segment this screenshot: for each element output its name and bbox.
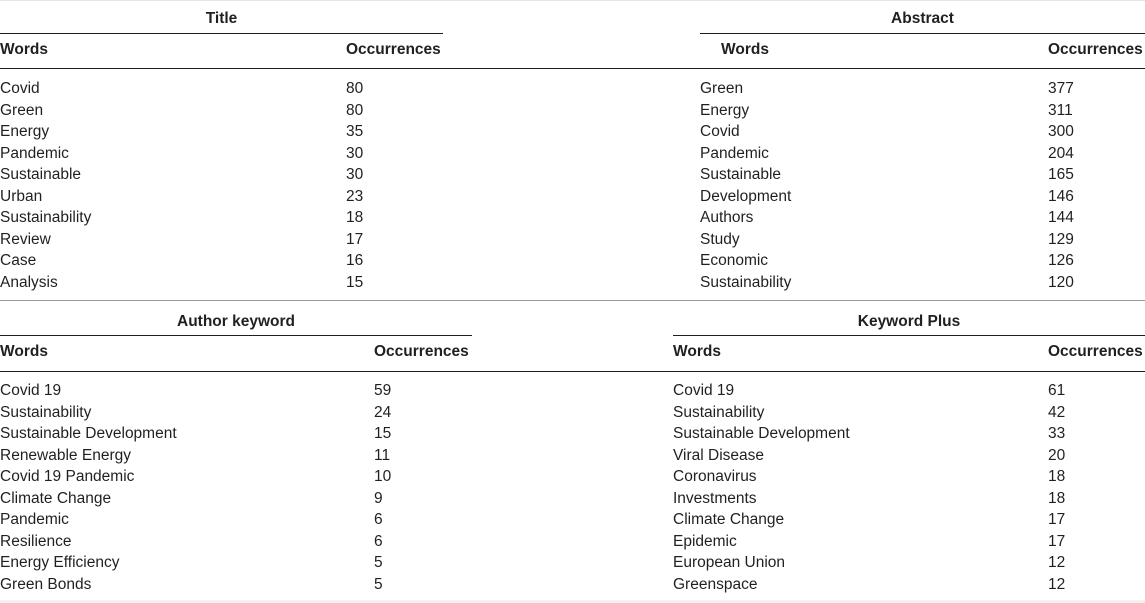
keyword-plus-word-cell: European Union: [673, 554, 786, 571]
abstract-count-cell: 120: [1048, 273, 1074, 291]
title-word-cell: Green: [0, 101, 44, 119]
abstract-word-cell: Covid: [700, 123, 740, 140]
title-word-cell: Urban: [0, 187, 43, 205]
keyword-plus-count-cell: 18: [1048, 468, 1066, 485]
author-keyword-word-cell: Pandemic: [0, 511, 69, 528]
author-keyword-section-heading: Author keyword: [177, 313, 295, 330]
author-keyword-section-rule: [0, 335, 472, 336]
abstract-count-cell: 300: [1048, 123, 1074, 140]
top-rule: [0, 0, 1145, 1]
title-count-cell: 15: [346, 273, 364, 291]
abstract-count-cell: 126: [1048, 252, 1074, 269]
keyword-plus-word-cell: Investments: [673, 489, 757, 507]
author-keyword-count-cell: 9: [374, 489, 383, 507]
title-section-rule: [0, 33, 443, 34]
abstract-word-cell: Study: [700, 230, 740, 248]
author-keyword-word-cell: Resilience: [0, 532, 72, 550]
author-keyword-count-cell: 24: [374, 403, 392, 421]
keyword-plus-occurrences-header: Occurrences: [1048, 343, 1143, 360]
title-word-cell: Review: [0, 230, 51, 248]
author-keyword-count-cell: 59: [374, 382, 392, 399]
author-keyword-word-cell: Covid 19 Pandemic: [0, 468, 135, 485]
title-count-cell: 80: [346, 80, 364, 97]
title-word-cell: Sustainable: [0, 166, 82, 183]
abstract-count-cell: 165: [1048, 166, 1074, 183]
title-count-cell: 16: [346, 252, 364, 269]
title-words-header: Words: [0, 41, 48, 58]
abstract-count-cell: 204: [1048, 144, 1074, 162]
keyword-plus-count-cell: 33: [1048, 425, 1066, 442]
keyword-plus-count-cell: 18: [1048, 489, 1066, 507]
keyword-plus-word-cell: Epidemic: [673, 532, 737, 550]
author-keyword-word-cell: Green Bonds: [0, 575, 92, 593]
abstract-word-cell: Green: [700, 80, 744, 97]
keyword-plus-count-cell: 17: [1048, 511, 1066, 528]
abstract-word-cell: Pandemic: [700, 144, 769, 162]
title-count-cell: 80: [346, 101, 364, 119]
title-occurrences-header: Occurrences: [346, 41, 441, 58]
author-keyword-word-cell: Sustainable Development: [0, 425, 177, 442]
title-count-cell: 30: [346, 144, 364, 162]
keyword-plus-section-heading: Keyword Plus: [857, 313, 961, 330]
keyword-plus-word-cell: Viral Disease: [673, 446, 765, 464]
author-keyword-count-cell: 6: [374, 532, 383, 550]
keyword-plus-word-cell: Sustainable Development: [673, 425, 850, 442]
keyword-plus-count-cell: 17: [1048, 532, 1066, 550]
title-count-cell: 23: [346, 187, 364, 205]
author-keyword-word-cell: Covid 19: [0, 382, 62, 399]
title-word-cell: Energy: [0, 123, 50, 140]
author-keyword-word-cell: Energy Efficiency: [0, 554, 120, 571]
author-keyword-word-cell: Climate Change: [0, 489, 112, 507]
title-count-cell: 35: [346, 123, 364, 140]
author-keyword-count-cell: 6: [374, 511, 383, 528]
title-count-cell: 18: [346, 209, 364, 226]
author-keyword-word-cell: Renewable Energy: [0, 446, 131, 464]
keyword-plus-word-cell: Coronavirus: [673, 468, 757, 485]
abstract-word-cell: Sustainability: [700, 273, 792, 291]
keyword-plus-count-cell: 12: [1048, 554, 1066, 571]
top-header-divider: [0, 68, 1145, 69]
keyword-plus-section-rule: [673, 335, 1145, 336]
title-count-cell: 30: [346, 166, 364, 183]
title-word-cell: Case: [0, 252, 37, 269]
keyword-plus-word-cell: Covid 19: [673, 382, 735, 399]
keyword-plus-word-cell: Climate Change: [673, 511, 785, 528]
author-keyword-count-cell: 5: [374, 554, 383, 571]
author-keyword-count-cell: 15: [374, 425, 392, 442]
keyword-plus-count-cell: 61: [1048, 382, 1066, 399]
abstract-count-cell: 377: [1048, 80, 1074, 97]
abstract-word-cell: Sustainable: [700, 166, 782, 183]
title-word-cell: Analysis: [0, 273, 58, 291]
author-keyword-words-header: Words: [0, 343, 48, 360]
author-keyword-count-cell: 10: [374, 468, 392, 485]
title-count-cell: 17: [346, 230, 364, 248]
keyword-plus-word-cell: Sustainability: [673, 403, 765, 421]
author-keyword-word-cell: Sustainability: [0, 403, 92, 421]
keyword-plus-count-cell: 12: [1048, 575, 1066, 593]
title-word-cell: Covid: [0, 80, 40, 97]
keyword-plus-count-cell: 42: [1048, 403, 1066, 421]
abstract-count-cell: 146: [1048, 187, 1074, 205]
bottom-header-divider: [0, 371, 1145, 372]
author-keyword-count-cell: 5: [374, 575, 383, 593]
keyword-plus-words-header: Words: [673, 343, 721, 360]
abstract-count-cell: 129: [1048, 230, 1074, 248]
title-word-cell: Sustainability: [0, 209, 92, 226]
abstract-word-cell: Authors: [700, 209, 754, 226]
abstract-section-rule: [700, 33, 1145, 34]
abstract-section-heading: Abstract: [891, 10, 954, 27]
abstract-occurrences-header: Occurrences: [1048, 41, 1143, 58]
author-keyword-count-cell: 11: [374, 446, 391, 464]
abstract-count-cell: 144: [1048, 209, 1074, 226]
abstract-words-header: Words: [721, 41, 769, 58]
title-word-cell: Pandemic: [0, 144, 69, 162]
keyword-plus-count-cell: 20: [1048, 446, 1066, 464]
middle-divider: [0, 300, 1145, 301]
title-section-heading: Title: [205, 10, 238, 27]
abstract-word-cell: Economic: [700, 252, 769, 269]
abstract-word-cell: Development: [700, 187, 792, 205]
abstract-word-cell: Energy: [700, 101, 750, 119]
keyword-plus-word-cell: Greenspace: [673, 575, 758, 593]
abstract-count-cell: 311: [1048, 101, 1073, 119]
author-keyword-occurrences-header: Occurrences: [374, 343, 469, 360]
